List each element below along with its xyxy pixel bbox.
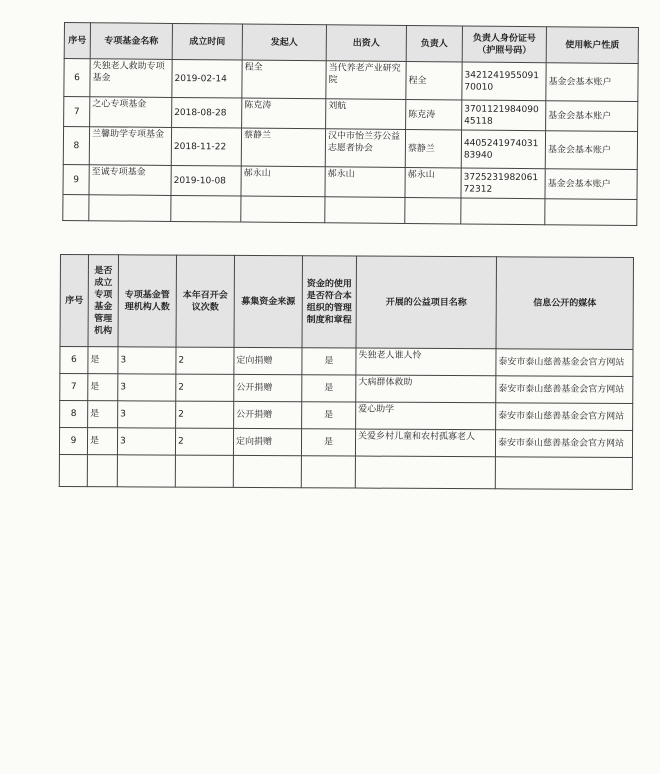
col-header-org-staff-count: 专项基金管理机构人数 — [118, 255, 176, 347]
cell-empty — [63, 194, 89, 220]
cell-empty — [355, 456, 495, 489]
col-header-funding-source: 募集资金来源 — [234, 255, 302, 347]
cell-empty — [175, 455, 233, 487]
cell-meeting-count: 2 — [176, 401, 234, 428]
cell-empty — [325, 197, 405, 224]
cell-project-name: 关爱乡村儿童和农村孤寡老人 — [355, 429, 495, 457]
col-header-investor: 出资人 — [326, 25, 406, 62]
cell-seq: 9 — [59, 428, 87, 455]
col-header-person-in-charge: 负责人 — [406, 25, 462, 61]
table-row-empty — [63, 194, 637, 225]
cell-seq: 8 — [63, 127, 89, 165]
col-header-disclosure-media: 信息公开的媒体 — [496, 257, 633, 350]
cell-empty — [495, 457, 632, 490]
cell-meeting-count: 2 — [176, 374, 234, 401]
cell-has-management-org: 是 — [88, 374, 118, 401]
cell-seq: 8 — [60, 401, 88, 428]
cell-disclosure-media: 泰安市泰山慈善基金会官方网站 — [496, 349, 633, 377]
cell-fund-name: 兰馨助学专项基金 — [89, 127, 171, 166]
col-header-founded-date: 成立时间 — [172, 23, 242, 60]
cell-meeting-count: 2 — [175, 428, 233, 455]
table-header-row — [64, 23, 638, 64]
cell-seq: 6 — [64, 59, 90, 97]
cell-compliance: 是 — [301, 429, 355, 456]
cell-empty — [301, 456, 355, 488]
cell-org-staff-count: 3 — [118, 401, 176, 428]
cell-person-in-charge: 程全 — [406, 61, 462, 99]
cell-id-number: 440524197403183940 — [461, 130, 545, 169]
cell-empty — [59, 454, 87, 486]
cell-disclosure-media: 泰安市泰山慈善基金会官方网站 — [495, 430, 632, 458]
cell-empty — [89, 195, 171, 222]
cell-empty — [241, 196, 325, 223]
cell-id-number: 370112198409045118 — [462, 100, 546, 131]
table-header-row — [60, 255, 633, 350]
col-header-compliance: 资金的使用是否符合本组织的管理制度和章程 — [302, 256, 356, 348]
table-row — [60, 401, 633, 431]
cell-funding-source: 公开捐赠 — [234, 374, 302, 401]
table-row — [59, 428, 632, 458]
cell-fund-name: 失独老人救助专项基金 — [90, 59, 172, 98]
cell-person-in-charge: 蔡静兰 — [405, 129, 461, 167]
cell-investor: 当代养老产业研究院 — [326, 61, 406, 100]
table-row-empty — [59, 454, 632, 489]
cell-initiator: 程全 — [242, 60, 326, 99]
col-header-meeting-count: 本年召开会议次数 — [176, 255, 234, 347]
cell-seq: 9 — [63, 164, 89, 194]
cell-compliance: 是 — [302, 375, 356, 402]
cell-fund-name: 之心专项基金 — [90, 97, 172, 128]
cell-seq: 6 — [60, 347, 88, 374]
fund-management-table — [59, 254, 634, 490]
cell-id-number: 372523198206172312 — [461, 168, 545, 199]
cell-compliance: 是 — [302, 402, 356, 429]
cell-empty — [545, 199, 637, 226]
cell-project-name: 爱心助学 — [356, 402, 496, 430]
col-header-account-type: 使用帐户性质 — [546, 27, 638, 64]
cell-seq: 7 — [64, 97, 90, 127]
table-row — [60, 347, 633, 377]
cell-empty — [87, 455, 117, 487]
cell-has-management-org: 是 — [88, 347, 118, 374]
cell-investor: 郝永山 — [325, 167, 405, 198]
table-row — [64, 97, 638, 132]
cell-has-management-org: 是 — [87, 428, 117, 455]
cell-investor: 汉中市怡兰芬公益志愿者协会 — [325, 129, 405, 168]
cell-fund-name: 至诚专项基金 — [89, 165, 171, 196]
cell-funding-source: 定向捐赠 — [234, 347, 302, 374]
special-fund-info-table — [62, 22, 639, 226]
cell-initiator: 郝永山 — [241, 166, 325, 197]
cell-empty — [117, 455, 175, 487]
col-header-project-name: 开展的公益项目名称 — [356, 256, 496, 349]
cell-person-in-charge: 郝永山 — [405, 167, 461, 197]
table-row — [60, 374, 633, 404]
table-row — [64, 59, 638, 102]
cell-account-type: 基金会基本账户 — [546, 63, 638, 102]
cell-org-staff-count: 3 — [117, 428, 175, 455]
col-header-has-management-org: 是否成立专项基金管理机构 — [88, 255, 118, 347]
cell-id-number: 342124195509170010 — [462, 62, 546, 101]
cell-empty — [171, 195, 241, 222]
cell-funding-source: 定向捐赠 — [233, 428, 301, 455]
col-header-id-number: 负责人身份证号（护照号码） — [462, 26, 546, 63]
cell-investor: 刘航 — [326, 99, 406, 130]
cell-account-type: 基金会基本账户 — [545, 169, 637, 200]
cell-founded-date: 2019-10-08 — [171, 165, 241, 196]
cell-founded-date: 2018-11-22 — [171, 127, 241, 166]
cell-funding-source: 公开捐赠 — [234, 401, 302, 428]
cell-seq: 7 — [60, 374, 88, 401]
col-header-seq: 序号 — [60, 255, 88, 347]
col-header-fund-name: 专项基金名称 — [90, 23, 172, 60]
cell-empty — [461, 198, 545, 225]
cell-disclosure-media: 泰安市泰山慈善基金会官方网站 — [496, 403, 633, 431]
col-header-seq: 序号 — [64, 23, 90, 59]
cell-founded-date: 2019-02-14 — [172, 59, 242, 98]
col-header-initiator: 发起人 — [242, 24, 326, 61]
cell-initiator: 蔡静兰 — [241, 128, 325, 167]
cell-org-staff-count: 3 — [118, 347, 176, 374]
cell-founded-date: 2018-08-28 — [172, 97, 242, 128]
cell-disclosure-media: 泰安市泰山慈善基金会官方网站 — [496, 376, 633, 404]
cell-empty — [233, 455, 301, 487]
cell-project-name: 大病群体救助 — [356, 375, 496, 403]
cell-org-staff-count: 3 — [118, 374, 176, 401]
cell-compliance: 是 — [302, 348, 356, 375]
cell-account-type: 基金会基本账户 — [545, 131, 637, 170]
cell-account-type: 基金会基本账户 — [546, 101, 638, 132]
cell-person-in-charge: 陈克涛 — [406, 99, 462, 129]
cell-empty — [405, 197, 461, 223]
cell-initiator: 陈克涛 — [242, 98, 326, 129]
cell-meeting-count: 2 — [176, 347, 234, 374]
cell-has-management-org: 是 — [88, 401, 118, 428]
table-row — [63, 127, 637, 170]
cell-project-name: 失独老人谁人怜 — [356, 348, 496, 376]
